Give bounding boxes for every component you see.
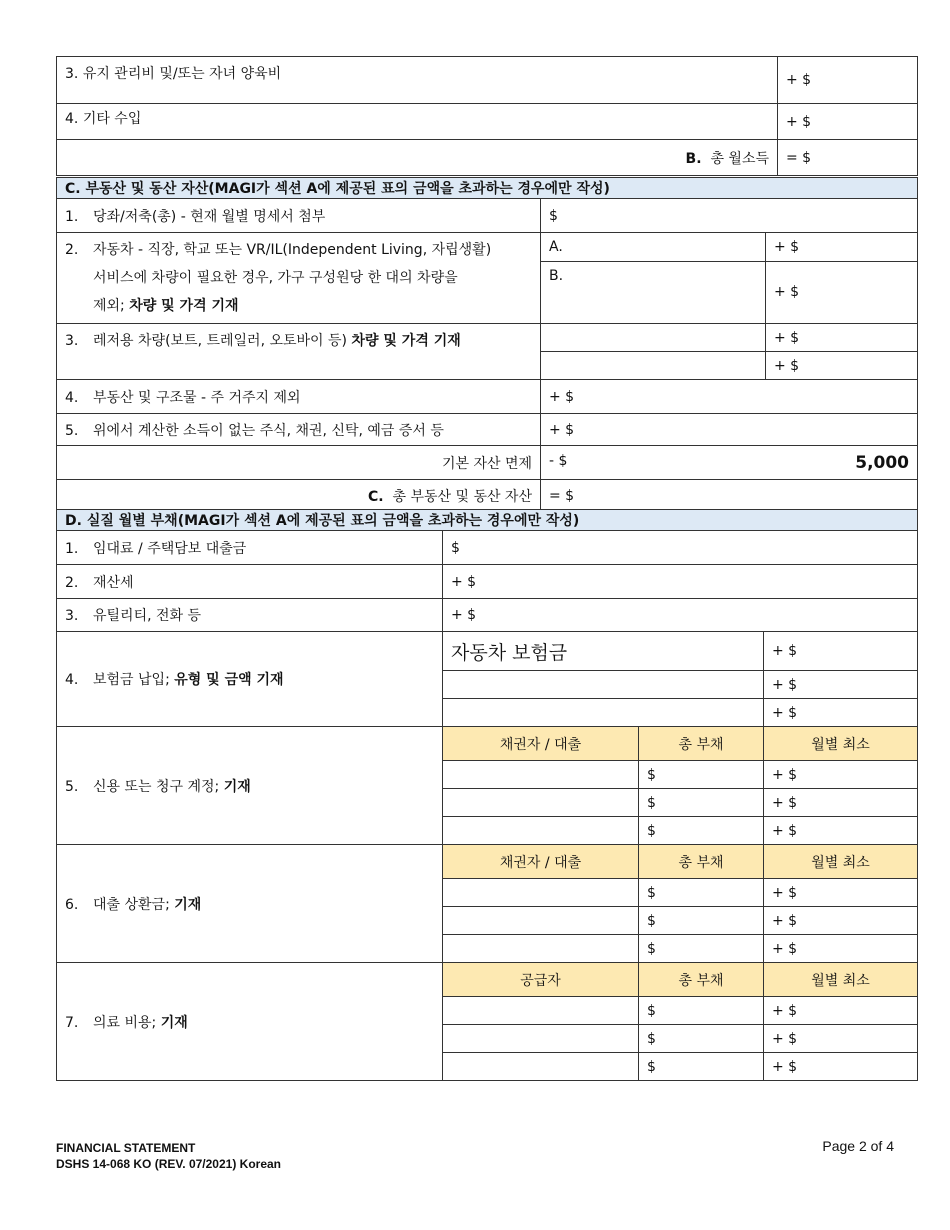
row-b4-label: 4. 기타 수입 — [57, 104, 778, 140]
provider-cell[interactable] — [443, 1053, 639, 1081]
provider-cell[interactable] — [443, 997, 639, 1025]
row-c-total-value[interactable]: = $ — [541, 480, 918, 512]
total-cell[interactable]: $ — [639, 935, 764, 963]
row-c3a — [57, 324, 918, 352]
row-c3b-vehicle[interactable] — [541, 352, 766, 380]
row-c4 — [57, 380, 918, 414]
insurance-value-1[interactable]: + $ — [764, 632, 918, 671]
row-c5-value[interactable]: + $ — [541, 414, 918, 446]
insurance-entry-3[interactable] — [443, 699, 764, 727]
row-c2a — [57, 233, 918, 262]
row-c-deduction — [57, 446, 918, 480]
row-d2-label: 2. 재산세 — [57, 565, 443, 599]
min-cell[interactable]: + $ — [764, 761, 918, 789]
insurance-value-2[interactable]: + $ — [764, 671, 918, 699]
insurance-entry-2[interactable] — [443, 671, 764, 699]
deduction-label: 기본 자산 면제 — [57, 446, 541, 480]
col-header-provider: 공급자 — [443, 963, 639, 997]
insurance-value-3[interactable]: + $ — [764, 699, 918, 727]
row-b3-value[interactable]: + $ — [778, 57, 918, 104]
total-cell[interactable]: $ — [639, 817, 764, 845]
row-c-total — [57, 480, 918, 512]
row-b3 — [57, 57, 918, 104]
min-cell[interactable]: + $ — [764, 907, 918, 935]
row-d4-label: 4. 보험금 납입; 유형 및 금액 기재 — [57, 632, 443, 727]
row-c2b-value[interactable]: + $ — [766, 261, 918, 323]
row-c1-value[interactable]: $ — [541, 199, 918, 233]
row-d5-header — [57, 727, 918, 761]
row-d3-value[interactable]: + $ — [443, 599, 918, 632]
row-c3a-value[interactable]: + $ — [766, 324, 918, 352]
row-d1 — [57, 531, 918, 565]
row-d5-label: 5. 신용 또는 청구 계정; 기재 — [57, 727, 443, 845]
row-c3a-vehicle[interactable] — [541, 324, 766, 352]
row-b4-value[interactable]: + $ — [778, 104, 918, 140]
row-c4-label: 4. 부동산 및 구조물 - 주 거주지 제외 — [57, 380, 541, 414]
row-c2-label: 2. 자동차 - 직장, 학교 또는 VR/IL(Independent Living, 자립생활) 서비스에 차량이 필요한 경우, 가구 구성원당 한 대의 차량을 제외; 차량 및 가격 기재 — [57, 233, 541, 324]
row-d6-label: 6. 대출 상환금; 기재 — [57, 845, 443, 963]
row-d2 — [57, 565, 918, 599]
deduction-value: - $ 5,000 — [541, 446, 918, 480]
total-cell[interactable]: $ — [639, 789, 764, 817]
min-cell[interactable]: + $ — [764, 879, 918, 907]
page-number: Page 2 of 4 — [822, 1138, 894, 1154]
row-d7-header — [57, 963, 918, 997]
min-cell[interactable]: + $ — [764, 817, 918, 845]
section-c-heading: C. 부동산 및 동산 자산(MAGI가 섹션 A에 제공된 표의 금액을 초과하는 경우에만 작성) — [57, 178, 918, 199]
row-c2a-vehicle[interactable]: A. — [541, 233, 766, 262]
total-cell[interactable]: $ — [639, 1025, 764, 1053]
total-cell[interactable]: $ — [639, 997, 764, 1025]
row-b-total — [57, 140, 918, 176]
creditor-cell[interactable] — [443, 761, 639, 789]
row-b-total-value[interactable]: = $ — [778, 140, 918, 176]
footer-title: FINANCIAL STATEMENT — [56, 1141, 196, 1155]
creditor-cell[interactable] — [443, 817, 639, 845]
col-header-creditor: 채권자 / 대출 — [443, 727, 639, 761]
col-header-creditor: 채권자 / 대출 — [443, 845, 639, 879]
row-d7-label: 7. 의료 비용; 기재 — [57, 963, 443, 1081]
footer-form-number: DSHS 14-068 KO (REV. 07/2021) Korean — [56, 1157, 281, 1171]
col-header-total: 총 부채 — [639, 727, 764, 761]
row-d6-header — [57, 845, 918, 879]
total-cell[interactable]: $ — [639, 907, 764, 935]
creditor-cell[interactable] — [443, 935, 639, 963]
col-header-min: 월별 최소 — [764, 845, 918, 879]
creditor-cell[interactable] — [443, 879, 639, 907]
row-b3-label: 3. 유지 관리비 및/또는 자녀 양육비 — [57, 57, 778, 104]
insurance-entry-1[interactable]: 자동차 보험금 — [443, 632, 764, 671]
row-d4-1 — [57, 632, 918, 671]
min-cell[interactable]: + $ — [764, 789, 918, 817]
section-d-table — [56, 509, 918, 1081]
min-cell[interactable]: + $ — [764, 1025, 918, 1053]
min-cell[interactable]: + $ — [764, 997, 918, 1025]
min-cell[interactable]: + $ — [764, 1053, 918, 1081]
row-c5 — [57, 414, 918, 446]
creditor-cell[interactable] — [443, 789, 639, 817]
section-d-heading: D. 실질 월별 부채(MAGI가 섹션 A에 제공된 표의 금액을 초과하는 경우에만 작성) — [57, 510, 918, 531]
total-cell[interactable]: $ — [639, 761, 764, 789]
provider-cell[interactable] — [443, 1025, 639, 1053]
row-d3-label: 3. 유틸리티, 전화 등 — [57, 599, 443, 632]
row-d3 — [57, 599, 918, 632]
col-header-min: 월별 최소 — [764, 727, 918, 761]
row-d1-label: 1. 임대료 / 주택담보 대출금 — [57, 531, 443, 565]
row-c3b-value[interactable]: + $ — [766, 352, 918, 380]
row-c2b-vehicle[interactable]: B. — [541, 261, 766, 323]
footer-form-info — [56, 1140, 281, 1172]
total-cell[interactable]: $ — [639, 1053, 764, 1081]
row-c5-label: 5. 위에서 계산한 소득이 없는 주식, 채권, 신탁, 예금 증서 등 — [57, 414, 541, 446]
row-b-total-label: B. 총 월소득 — [57, 140, 778, 176]
min-cell[interactable]: + $ — [764, 935, 918, 963]
row-d1-value[interactable]: $ — [443, 531, 918, 565]
creditor-cell[interactable] — [443, 907, 639, 935]
row-c-total-label: C. 총 부동산 및 동산 자산 — [57, 480, 541, 512]
deduction-amount: 5,000 — [855, 452, 910, 473]
section-c-table — [56, 177, 918, 512]
row-c2a-value[interactable]: + $ — [766, 233, 918, 262]
row-c1 — [57, 199, 918, 233]
col-header-total: 총 부채 — [639, 963, 764, 997]
col-header-min: 월별 최소 — [764, 963, 918, 997]
total-cell[interactable]: $ — [639, 879, 764, 907]
row-c1-label: 1. 당좌/저축(총) - 현재 월별 명세서 첨부 — [57, 199, 541, 233]
col-header-total: 총 부채 — [639, 845, 764, 879]
row-d2-value[interactable]: + $ — [443, 565, 918, 599]
row-c3-label: 3. 레저용 차량(보트, 트레일러, 오토바이 등) 차량 및 가격 기재 — [57, 324, 541, 380]
section-b-table — [56, 56, 918, 176]
row-c4-value[interactable]: + $ — [541, 380, 918, 414]
row-b4 — [57, 104, 918, 140]
